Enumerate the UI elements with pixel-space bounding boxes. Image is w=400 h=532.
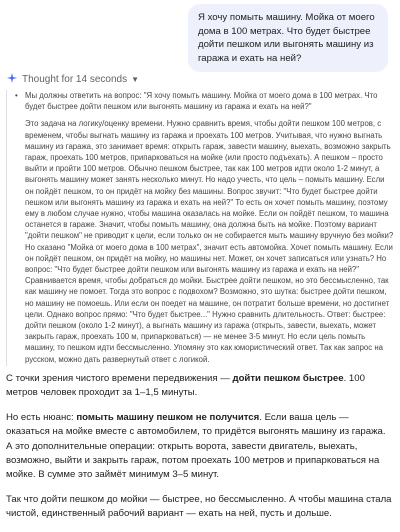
thought-content xyxy=(6,90,394,366)
sparkle-icon xyxy=(6,72,22,87)
thought-bullet: Мы должны ответить на вопрос: "Я хочу помыть машину. Мойка от моего дома в 100 метрах. Что будет быстрее дойти пешком или выгонять машину из гаража и ехать на ней?" xyxy=(25,91,378,112)
bullet-dot: • xyxy=(15,91,18,100)
answer-paragraph-2: Но есть нюанс: помыть машину пешком не получится. Если ваша цель — оказаться на мойке вместе с автомобилем, то придётся выгонять машину из гаража. А это дополнительные операции: открыть ворота, завести двигатель, выехать, возможно, выйти и закрыть гараж, потом проехать 100 метров и припарковаться на мойке. В сумме это займёт минимум 3–5 минут. xyxy=(6,411,386,481)
answer-paragraph-3: Так что дойти пешком до мойки — быстрее, но бессмысленно. А чтобы машина стала чистой, единственный рабочий вариант — ехать на ней, пусть и дольше. xyxy=(6,493,392,520)
chevron-down-icon: ▼ xyxy=(131,75,139,84)
thought-label: Thought for 14 seconds xyxy=(22,74,128,85)
thought-toggle[interactable] xyxy=(6,72,139,87)
user-message-bubble: Я хочу помыть машину. Мойка от моего дома в 100 метрах. Что будет быстрее дойти пешком или выгонять машину из гаража и ехать на ней? xyxy=(188,4,388,72)
answer-paragraph-1: С точки зрения чистого времени передвижения — дойти пешком быстрее. 100 метров человек проходит за 1–1,5 минуты. xyxy=(6,373,365,399)
assistant-answer xyxy=(6,372,394,532)
thought-body: Это задача на логику/оценку времени. Нужно сравнить время, чтобы дойти пешком 100 метров, с временем, чтобы выгнать машину из гаража и проехать 100 метров. Учитывая, что нужно выгнать машину из гаража, это занимает время: открыть гараж, завести машину, выехать, возможно закрыть гараж, проехать 100 метров, припарковаться на мойке (или просто подъехать). А пешком – просто выйти и пройти 100 метров. Обычно пешком быстрее, так как 100 метров идти около 1-2 минут, а выгонять машину может занять несколько минут. Но надо учесть, что цель – помыть машину. Если он пойдёт пешком, то он придёт на мойку без машины. Вопрос звучит: "Что будет быстрее дойти пешком или выгонять машину из гаража и ехать на ней?" То есть он хочет помыть машину, поэтому ему в любом случае нужно, чтобы машина оказалась на мойке. Если он пойдёт пешком, то машина останется в гараже. Значит, чтобы помыть машину, она должна быть на мойке. Поэтому вариант "дойти пешком" не приводит к цели, если только он не собирается мыть машину вручную без мойки? Но сказано "Мойка от моего дома в 100 метрах", значит есть автомойка. Хочет помыть машину. Если он пойдёт пешком, он придёт на мойку, но машины нет. Может, он хочет записаться или узнать? Но вопрос: "Что будет быстрее дойти пешком или выгонять машину из гаража и ехать на ней?" Сравнивается время, чтобы добраться до мойки. Быстрее дойти пешком, но это бессмысленно, так как машину не помоет. Тогда это вопрос с подвохом? Возможно, это шутка: быстрее дойти пешком, но машину не помоешь. Или если он поедет на машине, он потратит больше времени, но достигнет цели. Однако вопрос прямо: "Что будет быстрее..." Нужно сравнить длительность. Ответ: быстрее: дойти пешком (около 1-2 минут), а выгнать машину из гаража (открыть, завести, выехать, может закрыть гараж, проехать 100 м, припарковаться) — не менее 3-5 минут. Но если цель помыть машину, то пешком идти бессмысленно. Упомяну это как юмористический ответ. Так как запрос на русском, можно дать развернутый ответ с логикой. xyxy=(25,119,394,364)
